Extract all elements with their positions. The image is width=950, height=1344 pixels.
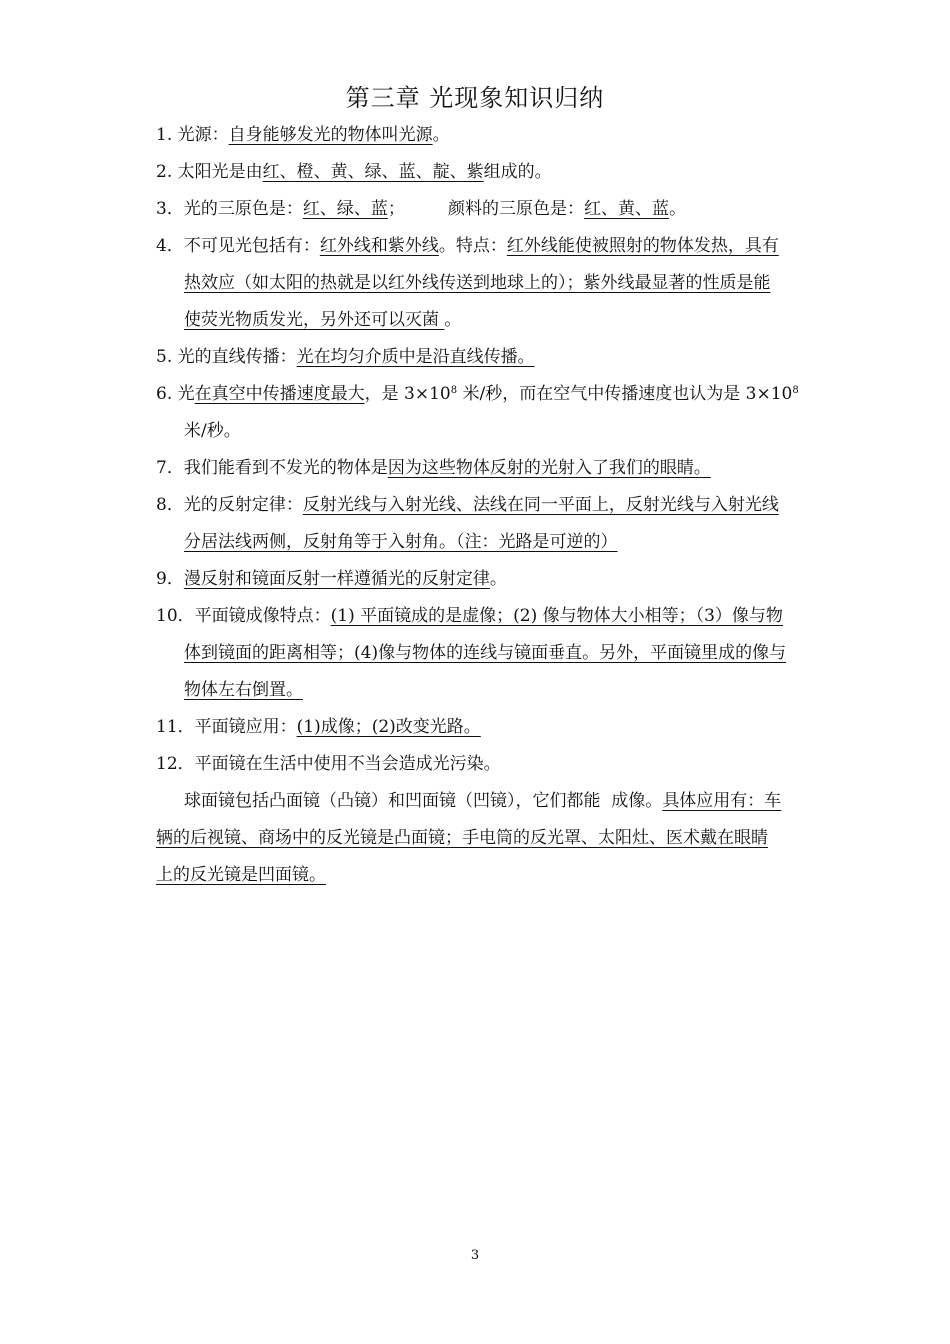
item-10-line-2 bbox=[156, 636, 856, 673]
item-9 bbox=[156, 562, 856, 599]
item-4 bbox=[156, 229, 856, 340]
item-text: 4．不可见光包括有： bbox=[156, 236, 320, 256]
underlined-answer: 因为这些物体反射的光射入了我们的眼睛。 bbox=[387, 458, 711, 478]
item-6 bbox=[156, 377, 856, 451]
item-text: 12．平面镜在生活中使用不当会造成光污染。 bbox=[156, 754, 501, 774]
notes-body bbox=[156, 118, 856, 895]
item-text: 9． bbox=[156, 569, 184, 589]
page-number: 3 bbox=[470, 1248, 480, 1263]
underlined-answer: 物体左右倒置。 bbox=[184, 680, 303, 700]
item-text: 8．光的反射定律： bbox=[156, 495, 303, 515]
item-text: 6. 光 bbox=[156, 384, 195, 404]
item-5 bbox=[156, 340, 856, 377]
item-10-line-1 bbox=[156, 599, 856, 636]
underlined-answer: 漫反射和镜面反射一样遵循光的反射定律 bbox=[183, 569, 490, 589]
paragraph-line-3 bbox=[156, 858, 856, 895]
item-7 bbox=[156, 451, 856, 488]
item-text: 组成的。 bbox=[483, 162, 552, 182]
page-title: 第三章 光现象知识归纳 bbox=[345, 84, 605, 112]
underlined-answer: (1)成像；(2)改变光路。 bbox=[296, 717, 481, 737]
item-text: 5. 光的直线传播： bbox=[156, 347, 297, 367]
underlined-answer: 使荧光物质发光，另外还可以灭菌 bbox=[184, 310, 445, 330]
item-text: 7．我们能看到不发光的物体是 bbox=[156, 458, 388, 478]
exponent: 8 bbox=[792, 385, 799, 396]
paragraph-line-1 bbox=[156, 784, 856, 821]
underlined-answer: 分居法线两侧，反射角等于入射角。（注：光路是可逆的） bbox=[184, 532, 618, 552]
item-text: 2. 太阳光是由 bbox=[156, 162, 263, 182]
item-8 bbox=[156, 488, 856, 562]
underlined-answer: 体到镜面的距离相等；(4)像与物体的连线与镜面垂直。另外，平面镜里成的像与 bbox=[184, 643, 787, 663]
item-11 bbox=[156, 710, 856, 747]
underlined-answer: 自身能够发光的物体叫光源 bbox=[228, 125, 433, 145]
item-text: 3．光的三原色是： bbox=[156, 199, 303, 219]
underlined-answer: 辆的后视镜、商场中的反光镜是凸面镜；手电筒的反光罩、太阳灶、医术戴在眼睛 bbox=[156, 828, 768, 848]
item-text: 11．平面镜应用： bbox=[156, 717, 297, 737]
underlined-answer: 上的反光镜是凹面镜。 bbox=[156, 865, 326, 885]
item-3 bbox=[156, 192, 856, 229]
item-4-line-1 bbox=[156, 229, 856, 266]
paragraph-line-2 bbox=[156, 821, 856, 858]
item-6-line-1 bbox=[156, 377, 856, 414]
item-text: 。 bbox=[489, 569, 507, 589]
item-text: ，是 3×10 bbox=[364, 384, 451, 404]
item-text: 1. 光源： bbox=[156, 125, 229, 145]
item-4-line-3 bbox=[156, 303, 856, 340]
item-12 bbox=[156, 747, 856, 784]
underlined-answer: 热效应（如太阳的热就是以红外线传送到地球上的）；紫外线最显著的性质是能 bbox=[184, 273, 771, 293]
item-8-line-1 bbox=[156, 488, 856, 525]
underlined-answer: 红、黄、蓝 bbox=[584, 199, 670, 219]
item-text: 。特点： bbox=[438, 236, 507, 256]
item-text: 10．平面镜成像特点： bbox=[156, 606, 331, 626]
item-2 bbox=[156, 155, 856, 192]
spherical-mirror-paragraph bbox=[156, 784, 856, 895]
item-1 bbox=[156, 118, 856, 155]
item-10 bbox=[156, 599, 856, 710]
item-8-line-2 bbox=[156, 525, 856, 562]
underlined-answer: (1) 平面镜成的是虚像；(2) 像与物体大小相等；（3）像与物 bbox=[330, 606, 783, 626]
item-text: 。 bbox=[669, 199, 687, 219]
underlined-answer: 光在均匀介质中是沿直线传播。 bbox=[296, 347, 535, 367]
item-text: 米/秒。 bbox=[184, 421, 241, 441]
underlined-answer: 红外线和紫外线 bbox=[319, 236, 439, 256]
item-text: ； 颜料的三原色是： bbox=[387, 199, 585, 219]
item-text: 球面镜包括凸面镜（凸镜）和凹面镜（凹镜），它们都能 成像。 bbox=[184, 791, 663, 811]
item-text: 。 bbox=[444, 310, 462, 330]
underlined-answer: 红、绿、蓝 bbox=[302, 199, 388, 219]
item-text: 。 bbox=[432, 125, 450, 145]
item-10-line-3 bbox=[156, 673, 856, 710]
underlined-answer: 红外线能使被照射的物体发热，具有 bbox=[506, 236, 779, 256]
underlined-answer: 红、橙、黄、绿、蓝、靛、紫 bbox=[262, 162, 484, 182]
exponent: 8 bbox=[450, 385, 458, 396]
underlined-answer: 具体应用有：车 bbox=[662, 791, 782, 811]
underlined-answer: 反射光线与入射光线、法线在同一平面上，反射光线与入射光线 bbox=[302, 495, 779, 515]
item-text: 米/秒，而在空气中传播速度也认为是 3×10 bbox=[457, 384, 793, 404]
item-6-line-2 bbox=[156, 414, 856, 451]
item-4-line-2 bbox=[156, 266, 856, 303]
underlined-answer: 在真空中传播速度最大 bbox=[194, 384, 365, 404]
